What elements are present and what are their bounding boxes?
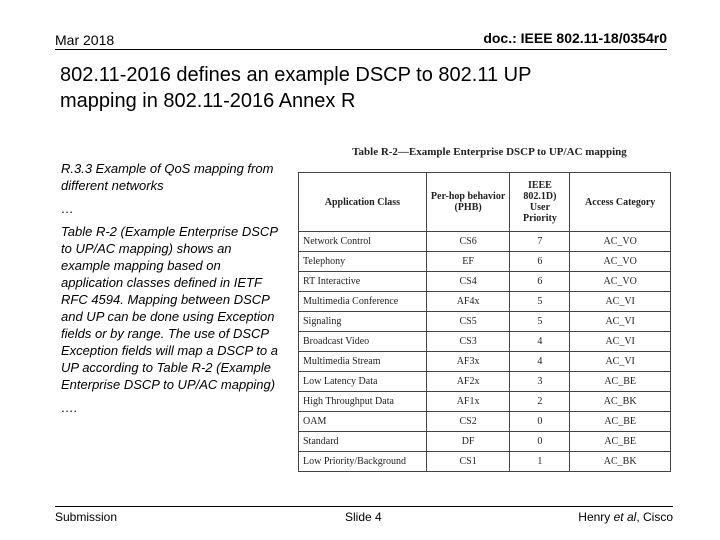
cell-access-category: AC_VO: [570, 252, 671, 272]
cell-application-class: OAM: [299, 412, 427, 432]
cell-application-class: RT Interactive: [299, 272, 427, 292]
table-row: [299, 312, 671, 332]
cell-phb: EF: [426, 252, 510, 272]
cell-access-category: AC_VI: [570, 292, 671, 312]
footer-et-al: et al: [613, 510, 637, 524]
header-rule: [55, 49, 667, 50]
header-application-class: Application Class: [299, 173, 427, 232]
mapping-table: [298, 172, 671, 472]
cell-phb: CS3: [426, 332, 510, 352]
cell-access-category: AC_VI: [570, 332, 671, 352]
cell-phb: AF3x: [426, 352, 510, 372]
cell-access-category: AC_BE: [570, 372, 671, 392]
cell-phb: CS1: [426, 452, 510, 472]
header-phb: Per-hop behavior (PHB): [426, 173, 510, 232]
header-date: Mar 2018: [55, 32, 115, 48]
table-row: [299, 252, 671, 272]
cell-access-category: AC_VI: [570, 312, 671, 332]
cell-user-priority: 6: [510, 252, 570, 272]
cell-access-category: AC_VO: [570, 232, 671, 252]
cell-phb: AF1x: [426, 392, 510, 412]
body-paragraph: Table R-2 (Example Enterprise DSCP to UP/AC mapping) shows an example mapping based on application classes defined in IETF RFC 4594. Mapping between DSCP and UP can be done using Exception fields or by range. The use of DSCP Exception fields will map a DSCP to a UP according to Table R-2 (Example Enterprise DSCP to UP/AC mapping): [61, 224, 279, 392]
cell-phb: AF4x: [426, 292, 510, 312]
footer-slide-number: Slide 4: [345, 510, 382, 524]
cell-phb: CS2: [426, 412, 510, 432]
table-row: [299, 232, 671, 252]
table-row: [299, 272, 671, 292]
header-doc-id: doc.: IEEE 802.11-18/0354r0: [483, 30, 667, 46]
cell-phb: DF: [426, 432, 510, 452]
cell-application-class: Signaling: [299, 312, 427, 332]
footer-org: , Cisco: [636, 510, 673, 524]
table-header-row: [299, 173, 671, 232]
table-row: [299, 412, 671, 432]
footer-rule: [55, 506, 673, 507]
table-row: [299, 352, 671, 372]
cell-application-class: Multimedia Conference: [299, 292, 427, 312]
cell-access-category: AC_BE: [570, 432, 671, 452]
table-row: [299, 452, 671, 472]
cell-user-priority: 7: [510, 232, 570, 252]
footer-submission: Submission: [55, 510, 118, 524]
slide-title-line2: mapping in 802.11-2016 Annex R: [60, 90, 356, 112]
table-row: [299, 372, 671, 392]
cell-access-category: AC_BK: [570, 392, 671, 412]
body-text: [61, 160, 283, 422]
footer-author-name: Henry: [578, 510, 614, 524]
table-row: [299, 292, 671, 312]
cell-access-category: AC_BK: [570, 452, 671, 472]
cell-access-category: AC_VI: [570, 352, 671, 372]
cell-application-class: High Throughput Data: [299, 392, 427, 412]
cell-phb: CS4: [426, 272, 510, 292]
slide-title: [60, 62, 700, 114]
cell-user-priority: 0: [510, 412, 570, 432]
mapping-table-container: [298, 146, 671, 472]
table-row: [299, 332, 671, 352]
cell-user-priority: 5: [510, 312, 570, 332]
header-access-category: Access Category: [570, 173, 671, 232]
header-user-priority: IEEE 802.1D) User Priority: [510, 173, 570, 232]
cell-phb: CS5: [426, 312, 510, 332]
cell-access-category: AC_VO: [570, 272, 671, 292]
ellipsis-bottom: ….: [61, 400, 78, 415]
cell-user-priority: 4: [510, 332, 570, 352]
cell-user-priority: 2: [510, 392, 570, 412]
table-caption: Table R-2—Example Enterprise DSCP to UP/AC mapping: [352, 146, 627, 158]
cell-user-priority: 5: [510, 292, 570, 312]
cell-application-class: Telephony: [299, 252, 427, 272]
section-heading: R.3.3 Example of QoS mapping from different networks: [61, 161, 274, 193]
footer-authors: [578, 510, 673, 524]
slide-title-line1: 802.11-2016 defines an example DSCP to 802.11 UP: [60, 64, 532, 86]
cell-access-category: AC_BE: [570, 412, 671, 432]
cell-application-class: Low Priority/Background: [299, 452, 427, 472]
cell-phb: AF2x: [426, 372, 510, 392]
cell-application-class: Network Control: [299, 232, 427, 252]
cell-application-class: Low Latency Data: [299, 372, 427, 392]
cell-application-class: Broadcast Video: [299, 332, 427, 352]
cell-phb: CS6: [426, 232, 510, 252]
cell-user-priority: 1: [510, 452, 570, 472]
cell-user-priority: 4: [510, 352, 570, 372]
table-row: [299, 432, 671, 452]
cell-application-class: Standard: [299, 432, 427, 452]
cell-user-priority: 6: [510, 272, 570, 292]
ellipsis-top: …: [61, 201, 74, 216]
table-row: [299, 392, 671, 412]
cell-application-class: Multimedia Stream: [299, 352, 427, 372]
cell-user-priority: 3: [510, 372, 570, 392]
cell-user-priority: 0: [510, 432, 570, 452]
